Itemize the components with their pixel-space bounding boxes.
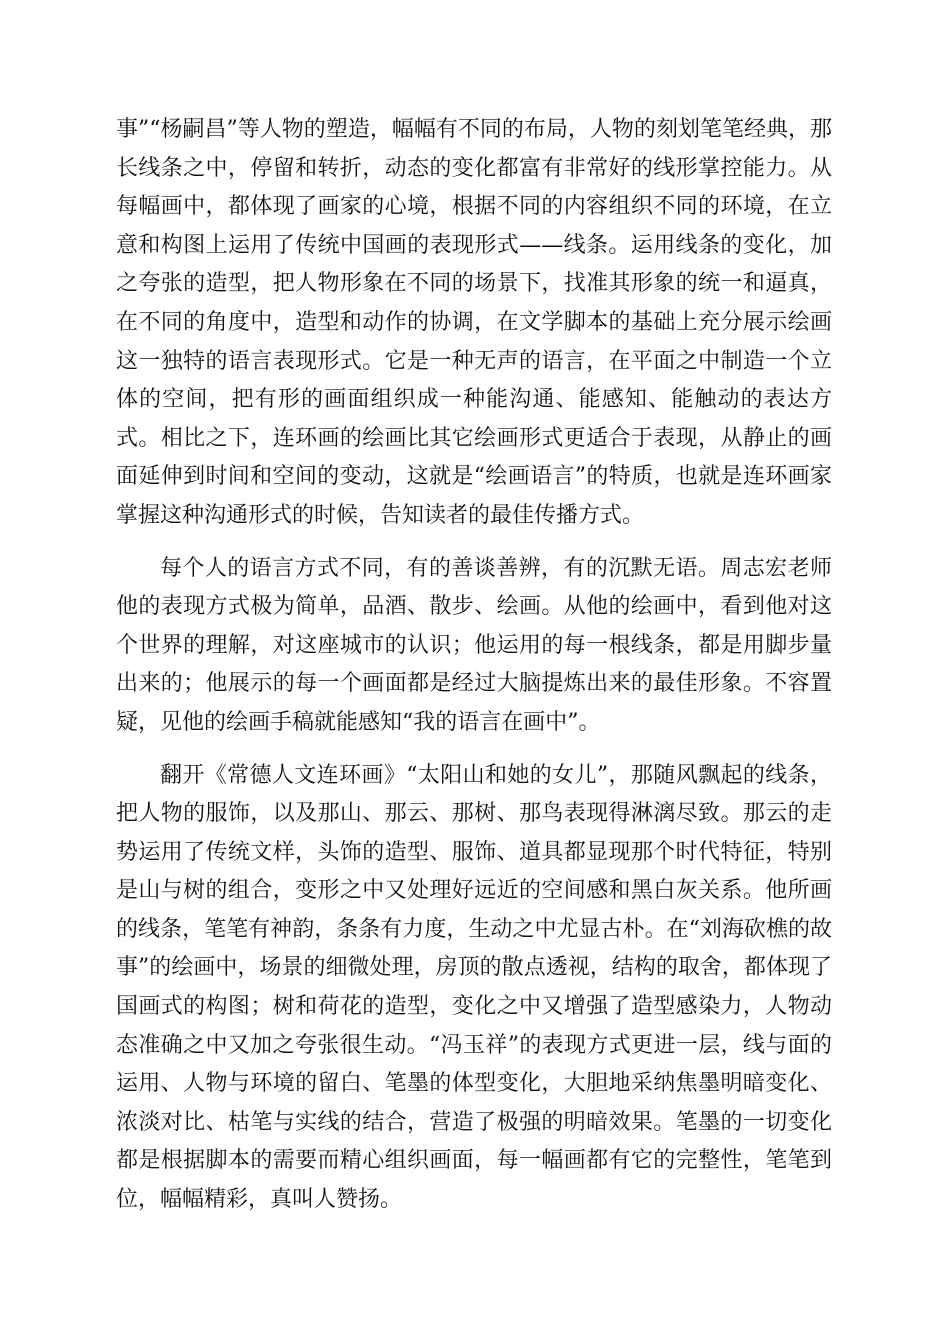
document-page bbox=[116, 111, 832, 1220]
paragraph-3: 翻开《常德人文连环画》“太阳山和她的女儿”，那随风飘起的线条，把人物的服饰，以及那山、那云、那树、那鸟表现得淋漓尽致。那云的走势运用了传统文样，头饰的造型、服饰、道具都显现那个时代特征，特别是山与树的组合，变形之中又处理好远近的空间感和黑白灰关系。他所画的线条，笔笔有神韵，条条有力度，生动之中尤显古朴。在“刘海砍樵的故事”的绘画中，场景的细微处理，房顶的散点透视，结构的取舍，都体现了国画式的构图；树和荷花的造型，变化之中又增强了造型感染力，人物动态准确之中又加之夸张很生动。“冯玉祥”的表现方式更进一层，线与面的运用、人物与环境的留白、笔墨的体型变化，大胆地采纳焦墨明暗变化、浓淡对比、枯笔与实线的结合，营造了极强的明暗效果。笔墨的一切变化都是根据脚本的需要而精心组织画面，每一幅画都有它的完整性，笔笔到位，幅幅精彩，真叫人赞扬。 bbox=[116, 762, 832, 1213]
paragraph-2: 每个人的语言方式不同，有的善谈善辨，有的沉默无语。周志宏老师他的表现方式极为简单，品酒、散步、绘画。从他的绘画中，看到他对这个世界的理解，对这座城市的认识；他运用的每一根线条，都是用脚步量出来的；他展示的每一个画面都是经过大脑提炼出来的最佳形象。不容置疑，见他的绘画手稿就能感知“我的语言在画中”。 bbox=[116, 555, 832, 735]
paragraph-1: 事”“杨嗣昌”等人物的塑造，幅幅有不同的布局，人物的刻划笔笔经典，那长线条之中，停留和转折，动态的变化都富有非常好的线形掌控能力。从每幅画中，都体现了画家的心境，根据不同的内容组织不同的环境，在立意和构图上运用了传统中国画的表现形式——线条。运用线条的变化，加之夸张的造型，把人物形象在不同的场景下，找准其形象的统一和逼真，在不同的角度中，造型和动作的协调，在文学脚本的基础上充分展示绘画这一独特的语言表现形式。它是一种无声的语言，在平面之中制造一个立体的空间，把有形的画面组织成一种能沟通、能感知、能触动的表达方式。相比之下，连环画的绘画比其它绘画形式更适合于表现，从静止的画面延伸到时间和空间的变动，这就是“绘画语言”的特质，也就是连环画家掌握这种沟通形式的时候，告知读者的最佳传播方式。 bbox=[116, 117, 832, 528]
